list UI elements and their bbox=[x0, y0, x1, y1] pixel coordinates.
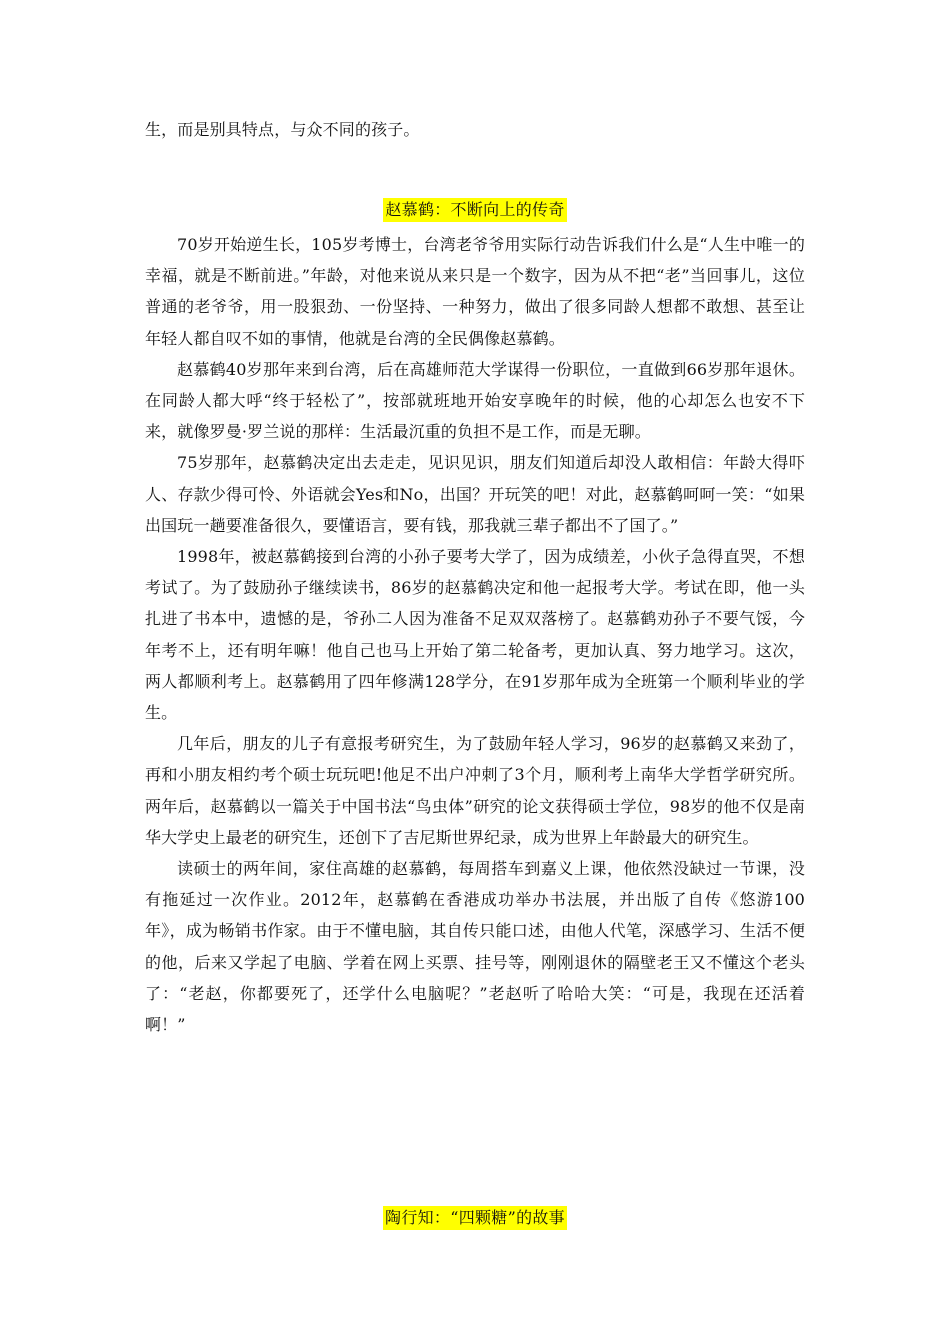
paragraph-4: 1998年，被赵慕鹤接到台湾的小孙子要考大学了，因为成绩差，小伙子急得直哭，不想考试了。为了鼓励孙子继续读书，86岁的赵慕鹤决定和他一起报考大学。考试在即，他一头扎进了书本中，遗憾的是，爷孙二人因为准备不足双双落榜了。赵慕鹤劝孙子不要气馁，今年考不上，还有明年嘛！他自己也马上开始了第二轮备考，更加认真、努力地学习。这次，两人都顺利考上。赵慕鹤用了四年修满128学分，在91岁那年成为全班第一个顺利毕业的学生。 bbox=[145, 547, 805, 723]
continuation-text bbox=[145, 114, 805, 145]
section-heading-zhao bbox=[145, 198, 805, 222]
section-heading-tao-title: 陶行知：“四颗糖”的故事 bbox=[383, 1206, 567, 1230]
paragraph-1: 70岁开始逆生长，105岁考博士，台湾老爷爷用实际行动告诉我们什么是“人生中唯一的幸福，就是不断前进。”年龄，对他来说从来只是一个数字，因为从不把“老”当回事儿，这位普通的老爷爷，用一股狠劲、一份坚持、一种努力，做出了很多同龄人想都不敢想、甚至让年轻人都自叹不如的事情，他就是台湾的全民偶像赵慕鹤。 bbox=[145, 235, 805, 348]
paragraph-2: 赵慕鹤40岁那年来到台湾，后在高雄师范大学谋得一份职位，一直做到66岁那年退休。在同龄人都大呼“终于轻松了”，按部就班地开始安享晚年的时候，他的心却怎么也安不下来，就像罗曼·罗兰说的那样：生活最沉重的负担不是工作，而是无聊。 bbox=[145, 359, 805, 442]
section-body-zhao bbox=[145, 229, 805, 1040]
section-heading-zhao-title: 赵慕鹤：不断向上的传奇 bbox=[383, 198, 566, 222]
paragraph-6: 读硕士的两年间，家住高雄的赵慕鹤，每周搭车到嘉义上课，他依然没缺过一节课，没有拖延过一次作业。2012年，赵慕鹤在香港成功举办书法展，并出版了自传《悠游100年》，成为畅销书作家。由于不懂电脑，其自传只能口述，由他人代笔，深感学习、生活不便的他，后来又学起了电脑、学着在网上买票、挂号等，刚刚退休的隔壁老王又不懂这个老头了：“老赵，你都要死了，还学什么电脑呢？”老赵听了哈哈大笑：“可是，我现在还活着啊！” bbox=[145, 859, 805, 1035]
section-heading-tao bbox=[145, 1206, 805, 1230]
paragraph-3: 75岁那年，赵慕鹤决定出去走走，见识见识，朋友们知道后却没人敢相信：年龄大得吓人、存款少得可怜、外语就会Yes和No，出国？开玩笑的吧！对此，赵慕鹤呵呵一笑：“如果出国玩一趟要准备很久，要懂语言，要有钱，那我就三辈子都出不了国了。” bbox=[145, 453, 805, 535]
continuation-paragraph: 生，而是别具特点，与众不同的孩子。 bbox=[145, 120, 420, 139]
paragraph-5: 几年后，朋友的儿子有意报考研究生，为了鼓励年轻人学习，96岁的赵慕鹤又来劲了，再和小朋友相约考个硕士玩玩吧!他足不出户冲刺了3个月，顺利考上南华大学哲学研究所。两年后，赵慕鹤以一篇关于中国书法“鸟虫体”研究的论文获得硕士学位，98岁的他不仅是南华大学史上最老的研究生，还创下了吉尼斯世界纪录，成为世界上年龄最大的研究生。 bbox=[145, 734, 805, 847]
